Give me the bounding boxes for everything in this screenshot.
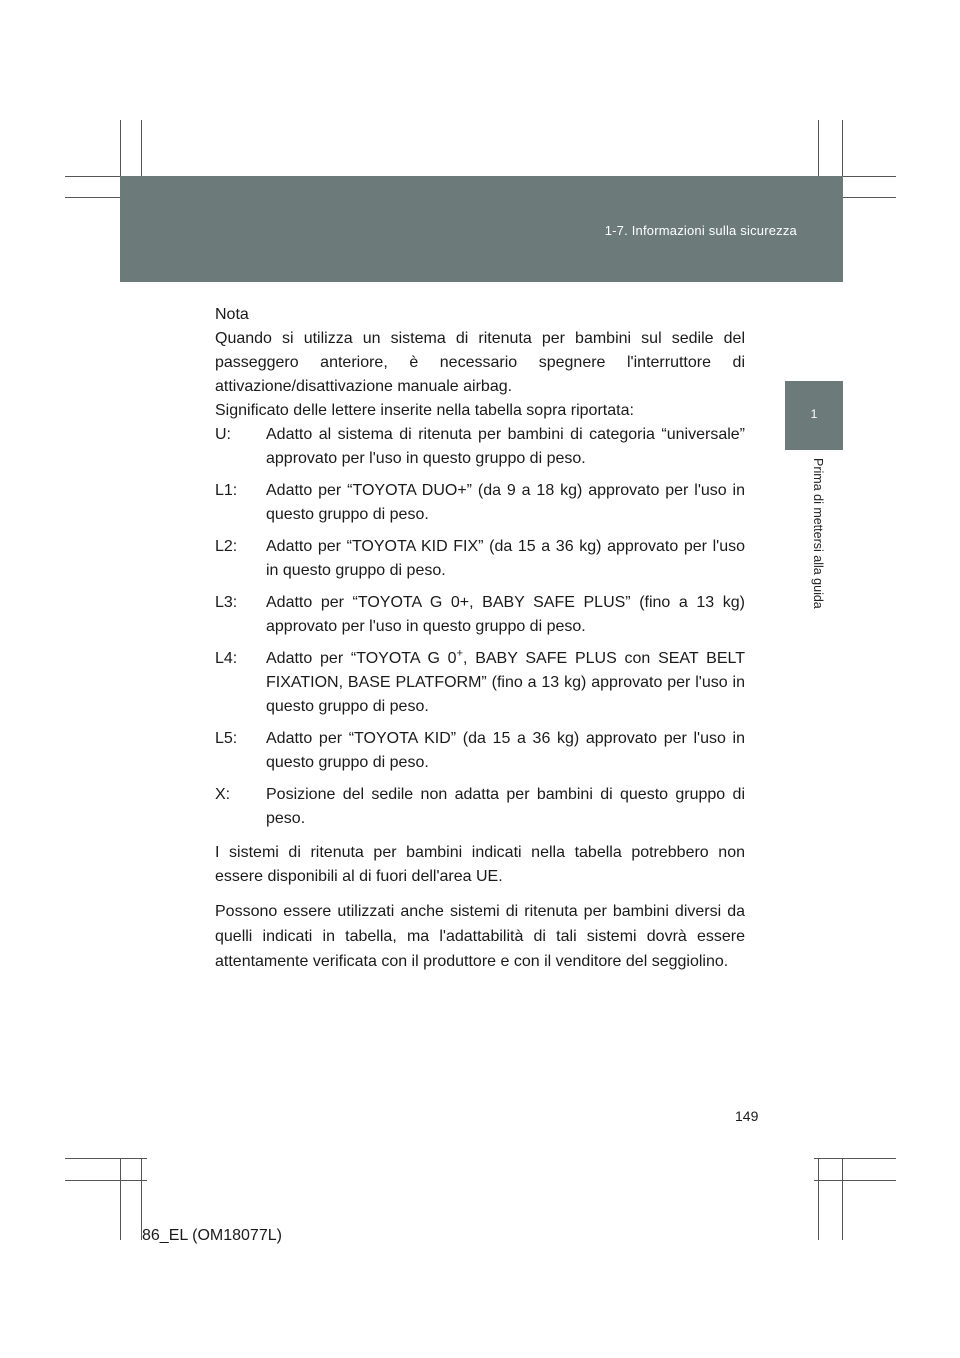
note-heading: Nota [215, 306, 249, 323]
crop-mark [842, 1158, 843, 1240]
legend-item-l2 [215, 535, 745, 583]
legend-intro: Significato delle lettere inserite nella tabella sopra riportata: [215, 402, 634, 419]
legend-label: L2: [215, 538, 238, 555]
legend-label: X: [215, 786, 231, 803]
legend-label: L1: [215, 482, 238, 499]
superscript-plus: + [456, 647, 463, 660]
note-text: Quando si utilizza un sistema di ritenuta per bambini sul sedile del passeggero anteriore, è necessario spegnere l'interruttore di attivazione/disattivazione manuale airbag. [215, 330, 745, 395]
legend-text: Adatto per “TOYOTA KID FIX” (da 15 a 36 kg) approvato per l'uso in questo gruppo di peso. [266, 538, 745, 579]
legend-item-x [215, 783, 745, 831]
section-title: 1-7. Informazioni sulla sicurezza [604, 223, 797, 238]
legend-text: Posizione del sedile non adatta per bambini di questo gruppo di peso. [266, 786, 745, 827]
crop-mark [65, 1180, 147, 1181]
chapter-number: 1 [810, 407, 818, 421]
legend-text: Adatto per “TOYOTA G 0+, BABY SAFE PLUS” (fino a 13 kg) approvato per l'uso in questo gruppo di peso. [266, 594, 745, 635]
legend-item-u [215, 423, 745, 471]
legend-item-l4 [215, 647, 745, 719]
legend-text-part: , BABY SAFE PLUS con SEAT BELT FIXATION, BASE PLATFORM” (fino a 13 kg) approvato per l'uso in questo gruppo di peso. [266, 650, 745, 715]
legend-item-l5 [215, 727, 745, 775]
legend-text-part: Adatto per “TOYOTA G 0 [266, 650, 457, 667]
legend-label: L5: [215, 730, 238, 747]
chapter-tab [785, 381, 843, 450]
crop-mark [818, 1158, 819, 1240]
header-band [120, 176, 843, 282]
crop-mark [65, 1158, 147, 1159]
legend-label: L3: [215, 594, 238, 611]
chapter-title: Prima di mettersi alla guida [811, 458, 825, 609]
crop-mark [814, 1180, 896, 1181]
page-number: 149 [735, 1108, 759, 1124]
legend-text: Adatto per “TOYOTA DUO+” (da 9 a 18 kg) approvato per l'uso in questo gruppo di peso. [266, 482, 745, 523]
legend-label: U: [215, 426, 231, 443]
legend-text [266, 647, 745, 719]
legend-label: L4: [215, 650, 238, 667]
legend-item-l3 [215, 591, 745, 639]
document-code: 86_EL (OM18077L) [142, 1227, 282, 1244]
availability-paragraph: I sistemi di ritenuta per bambini indicati nella tabella potrebbero non essere disponibili al di fuori dell'area UE. [215, 844, 745, 885]
crop-mark [814, 1158, 896, 1159]
other-systems-paragraph: Possono essere utilizzati anche sistemi di ritenuta per bambini diversi da quelli indicati in tabella, ma l'adattabilità di tali sistemi dovrà essere attentamente verificata con il produttore e con il venditore del seggiolino. [215, 903, 745, 970]
page-content [215, 303, 745, 974]
legend-text: Adatto al sistema di ritenuta per bambini di categoria “universale” approvato per l'uso in questo gruppo di peso. [266, 426, 745, 467]
crop-mark [120, 1158, 121, 1240]
legend-item-l1 [215, 479, 745, 527]
legend-text: Adatto per “TOYOTA KID” (da 15 a 36 kg) approvato per l'uso in questo gruppo di peso. [266, 730, 745, 771]
